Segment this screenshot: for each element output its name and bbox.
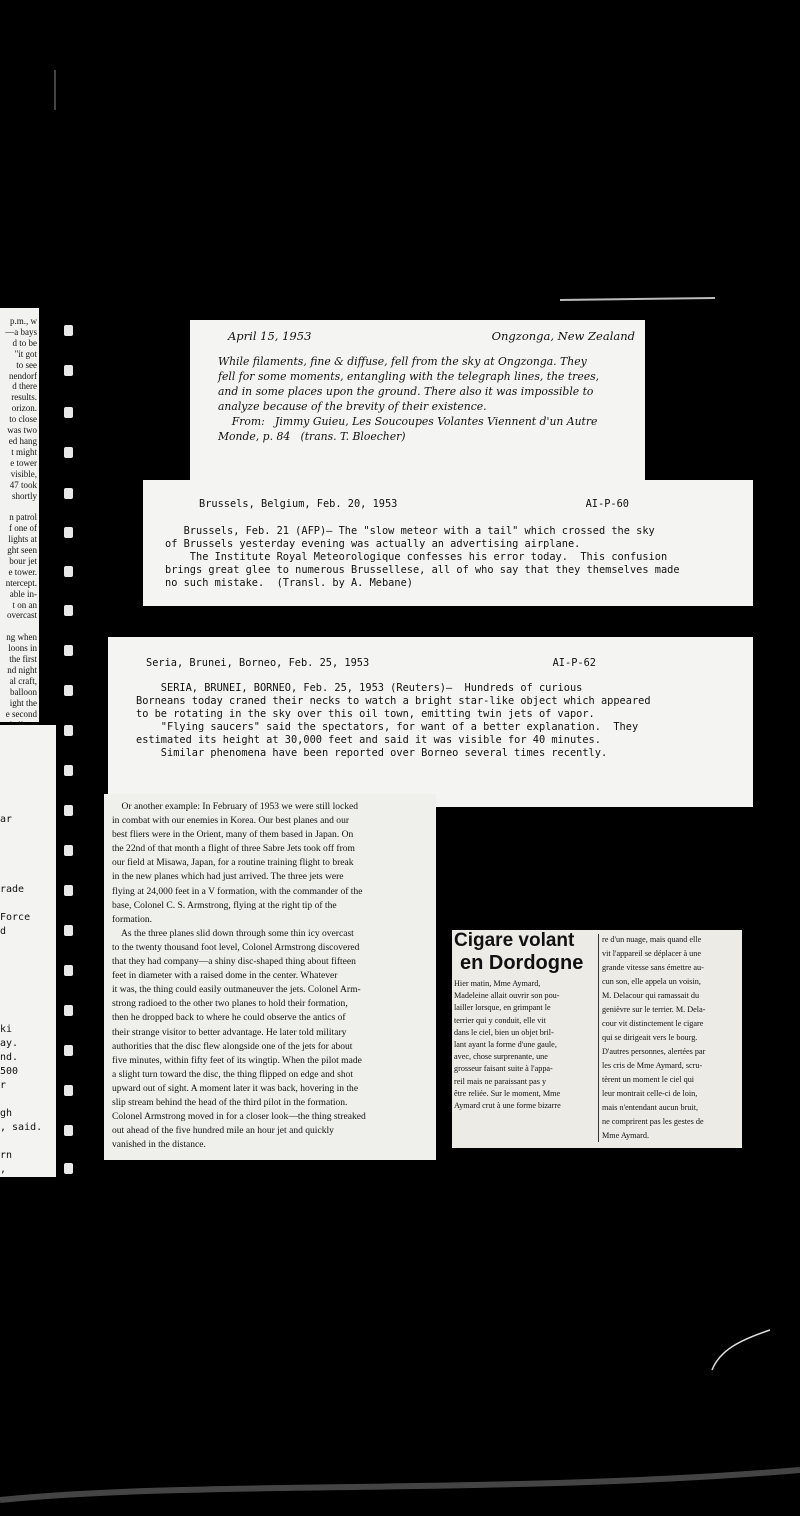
dordogne-line: Madeleine allait ouvrir son pou-: [454, 991, 560, 1001]
brussels-line: no such mistake. (Transl. by A. Mebane): [165, 577, 413, 589]
dordogne-line: Hier matin, Mme Aymard,: [454, 979, 541, 988]
dordogne-headline: [454, 930, 598, 974]
left-edge-fragment: n patrol: [9, 512, 37, 523]
korea-line: slip stream behind the head of the third pilot in the formation.: [112, 1096, 348, 1108]
seria-line: to be rotating in the sky over this oil town, emitting twin jets of vapor.: [136, 708, 595, 720]
left-edge-fragment: [0, 841, 42, 855]
left-edge-fragment: ,: [0, 1164, 7, 1175]
left-edge-fragment: [0, 501, 37, 512]
dordogne-left-column: [454, 930, 598, 1112]
korea-line: As the three planes slid down through some thin icy overcast: [112, 927, 354, 939]
note-line: and in some places upon the ground. There also it was impossible to: [218, 385, 594, 398]
dordogne-line: avec, chose surprenante, une: [454, 1052, 548, 1062]
sprocket-hole: [64, 725, 73, 736]
left-edge-fragment: [0, 939, 42, 953]
dordogne-line: tèrent un moment le ciel qui: [602, 1075, 695, 1084]
left-edge-fragment: orizon.: [11, 403, 37, 414]
left-edge-fragment: able in-: [9, 588, 37, 599]
korea-line: feet in diameter with a raised dome in the center. Whatever: [112, 970, 338, 982]
left-edge-text-upper: [0, 316, 37, 730]
brussels-line: brings great glee to numerous Brussellese, all of who say that they themselves made: [165, 564, 680, 576]
korea-line: flying at 24,000 feet in a V formation, with the commander of the: [112, 885, 363, 897]
left-edge-fragment: 500: [0, 1066, 19, 1077]
dordogne-line: les cris de Mme Aymard, scru-: [602, 1061, 703, 1070]
korea-line: Colonel Armstrong moved in for a closer look—the thing streaked: [112, 1111, 366, 1123]
left-edge-fragment: balloon: [10, 686, 37, 697]
left-edge-fragment: was two: [7, 425, 37, 436]
dordogne-line: Mme Aymard.: [602, 1131, 650, 1140]
left-edge-fragment: ki: [0, 1024, 13, 1035]
sprocket-hole: [64, 1045, 73, 1056]
dordogne-line: ne comprirent pas les gestes de: [602, 1117, 704, 1126]
note-line: From: Jimmy Guieu, Les Soucoupes Volantes Viennent d'un Autre: [218, 415, 598, 428]
sprocket-hole: [64, 365, 73, 376]
korea-line: our field at Misawa, Japan, for a routine training flight to break: [112, 857, 354, 869]
left-edge-fragment: [0, 1009, 42, 1023]
left-edge-text-lower: [0, 785, 42, 1177]
sprocket-hole: [64, 965, 73, 976]
left-edge-fragment: gh: [0, 1108, 13, 1119]
left-edge-fragment: al craft,: [9, 675, 37, 686]
dordogne-line: Aymard crut à une forme bizarre: [454, 1101, 561, 1111]
dordogne-line: cour vit distinctement le cigare: [602, 1019, 704, 1028]
note-body: [218, 354, 635, 444]
note-line: While filaments, fine & diffuse, fell from the sky at Ongzonga. They: [218, 355, 587, 368]
brussels-body: [165, 525, 739, 590]
korea-line: authorities that the disc flew alongside one of the jets for about: [112, 1040, 353, 1052]
korea-line: out ahead of the five hundred mile an hour jet and quickly: [112, 1125, 334, 1137]
seria-body: [136, 682, 739, 760]
left-edge-fragment: ar: [0, 814, 13, 825]
sprocket-hole: [64, 447, 73, 458]
left-edge-fragment: d to be: [12, 337, 37, 348]
dordogne-right-column: [602, 933, 742, 1143]
left-edge-fragment: ght seen: [7, 545, 37, 556]
left-edge-fragment: loons in: [8, 643, 37, 654]
left-edge-fragment: overcast: [7, 610, 37, 621]
korea-line: five minutes, within fifty feet of its wingtip. When the pilot made: [112, 1054, 362, 1066]
sprocket-hole: [64, 1125, 73, 1136]
left-edge-fragment: nd night: [7, 665, 37, 675]
brussels-code: AI-P-60: [585, 498, 629, 510]
left-edge-fragment: t on an: [12, 599, 37, 610]
dordogne-line: grande vitesse sans émettre au-: [602, 963, 704, 972]
dordogne-line: cun son, elle appela un voisin,: [602, 977, 701, 986]
left-edge-fragment: e tower.: [8, 566, 37, 577]
left-edge-fragment: shortly: [11, 490, 37, 501]
dordogne-line: D'autres personnes, alertées par: [602, 1047, 706, 1056]
note-date: April 15, 1953: [228, 329, 312, 343]
left-edge-fragment: [0, 1135, 42, 1149]
korea-line: a slight turn toward the disc, the thing flipped on edge and shot: [112, 1068, 354, 1080]
korea-line: to the twenty thousand foot level, Colonel Armstrong discovered: [112, 941, 360, 953]
korea-line: Or another example: In February of 1953 we were still locked: [112, 801, 359, 812]
dordogne-line: grosseur faisant suite à l'appa-: [454, 1064, 553, 1074]
sprocket-hole: [64, 685, 73, 696]
dordogne-line: M. Delacour qui ramassait du: [602, 991, 700, 1000]
left-edge-fragment: to see: [16, 359, 37, 370]
left-edge-fragment: ay.: [0, 1038, 19, 1049]
sprocket-hole: [64, 407, 73, 418]
sprocket-hole: [64, 805, 73, 816]
left-edge-fragment: [0, 855, 42, 869]
note-line: fell for some moments, entangling with the telegraph lines, the trees,: [218, 370, 600, 383]
korea-line: strong radioed to the other two planes to hold their formation,: [112, 998, 348, 1010]
left-edge-fragment: Force: [0, 912, 31, 923]
left-edge-fragment: lights at: [8, 534, 37, 545]
left-edge-fragment: 47 took: [9, 479, 37, 490]
brussels-typed-report: [143, 480, 753, 606]
left-edge-fragment: to close: [9, 414, 37, 425]
korea-line: upward out of sight. A moment later it was back, hovering in the: [112, 1082, 359, 1094]
left-edge-fragment: e tower: [10, 457, 37, 468]
left-edge-fragment: p.m., w: [10, 316, 37, 326]
left-edge-fragment: ed hang: [8, 435, 37, 446]
dordogne-line: mais n'entendant aucun bruit,: [602, 1103, 699, 1112]
dordogne-headline-line1: Cigare volant: [454, 930, 575, 951]
dordogne-line: lailler lorsque, en grimpant le: [454, 1003, 551, 1013]
left-edge-fragment: [0, 621, 37, 632]
sprocket-hole: [64, 885, 73, 896]
left-edge-fragment: rade: [0, 884, 25, 895]
left-edge-fragment: rn: [0, 1150, 13, 1161]
dordogne-line: re d'un nuage, mais quand elle: [602, 935, 702, 944]
left-edge-fragment: ntercept.: [5, 577, 37, 588]
korea-line: their strange visitor to better advantage. He later told military: [112, 1026, 347, 1038]
left-edge-fragment: results.: [11, 392, 37, 403]
seria-header: [146, 657, 596, 670]
korea-line: then he dropped back to where he could observe the antics of: [112, 1012, 346, 1024]
left-edge-page-upper: [0, 308, 39, 722]
sprocket-hole: [64, 1163, 73, 1174]
left-edge-fragment: [0, 897, 42, 911]
korea-line: formation.: [112, 913, 153, 925]
handwritten-note-card: [190, 320, 645, 480]
seria-dateline: Seria, Brunei, Borneo, Feb. 25, 1953: [146, 657, 370, 669]
seria-line: Borneans today craned their necks to watch a bright star-like object which appeared: [136, 695, 651, 707]
brussels-line: of Brussels yesterday evening was actually an advertising airplane.: [165, 538, 581, 550]
left-edge-fragment: nendorf: [9, 370, 37, 381]
dordogne-line: être reliée. Sur le moment, Mme: [454, 1088, 561, 1098]
sprocket-hole: [64, 1085, 73, 1096]
seria-line: estimated its height at 30,000 feet and said it was visible for 40 minutes.: [136, 734, 601, 746]
brussels-line: Brussels, Feb. 21 (AFP)— The "slow meteor with a tail" which crossed the sky: [165, 525, 655, 537]
left-edge-fragment: bour jet: [9, 555, 37, 566]
left-edge-fragment: [0, 995, 42, 1009]
dordogne-newspaper-clip: [452, 930, 742, 1148]
sprocket-hole: [64, 765, 73, 776]
seria-typed-report: [108, 637, 753, 807]
dordogne-line: dans le ciel, bien un objet bril-: [454, 1027, 554, 1037]
left-edge-page-lower: [0, 725, 56, 1177]
left-edge-fragment: [0, 785, 42, 799]
left-edge-fragment: visible,: [10, 468, 37, 479]
left-edge-fragment: [0, 1093, 42, 1107]
left-edge-fragment: d: [0, 926, 7, 937]
dordogne-line: leur montrait celle-ci de loin,: [602, 1089, 698, 1098]
left-edge-fragment: [0, 981, 42, 995]
seria-line: SERIA, BRUNEI, BORNEO, Feb. 25, 1953 (Reuters)— Hundreds of curious: [136, 682, 583, 694]
dordogne-column-rule: [598, 934, 599, 1142]
brussels-line: The Institute Royal Meteorologique confesses his error today. This confusion: [165, 551, 668, 563]
sprocket-hole: [64, 925, 73, 936]
korea-line: in the new planes which had just arrived. The three jets were: [112, 871, 344, 883]
korea-line: the 22nd of that month a flight of three Sabre Jets took off from: [112, 843, 355, 855]
sprocket-hole: [64, 1005, 73, 1016]
sprocket-hole: [64, 527, 73, 538]
left-edge-fragment: [0, 827, 42, 841]
seria-line: Similar phenomena have been reported over Borneo several times recently.: [136, 747, 608, 759]
note-header: [228, 328, 635, 344]
sprocket-hole: [64, 566, 73, 577]
dordogne-headline-line2: en Dordogne: [460, 952, 584, 974]
left-edge-fragment: —a bays: [5, 326, 37, 337]
korea-line: it was, the thing could easily outmaneuver the jets. Colonel Arm-: [112, 984, 361, 996]
seria-code: AI-P-62: [552, 657, 596, 669]
dordogne-line: lant ayant la forme d'une gaule,: [454, 1040, 557, 1050]
left-edge-fragment: ng when: [6, 632, 37, 643]
dordogne-line: terrier qui y conduit, elle vit: [454, 1015, 546, 1025]
sprocket-hole: [64, 605, 73, 616]
left-edge-fragment: , said.: [0, 1122, 43, 1133]
sprocket-hole: [64, 325, 73, 336]
left-edge-fragment: [0, 953, 42, 967]
korea-body: [112, 800, 430, 1152]
korea-line: best fliers were in the Orient, many of them based in Japan. On: [112, 829, 354, 841]
left-edge-fragment: the first: [9, 654, 37, 665]
left-edge-fragment: e second: [5, 708, 37, 719]
left-edge-fragment: nd.: [0, 1052, 19, 1063]
brussels-dateline: Brussels, Belgium, Feb. 20, 1953: [199, 498, 398, 510]
dordogne-line: genièvre sur le terrier. M. Dela-: [602, 1005, 706, 1014]
sprocket-hole: [64, 845, 73, 856]
left-edge-fragment: [0, 869, 42, 883]
seria-line: "Flying saucers" said the spectators, for want of a better explanation. They: [136, 721, 639, 733]
left-edge-fragment: ight the: [9, 697, 37, 708]
dordogne-line: reil mais ne paraissant pas y: [454, 1076, 547, 1086]
korea-line: vanished in the distance.: [112, 1139, 206, 1151]
dordogne-line: vit l'appareil se déplacer à une: [602, 949, 701, 958]
sprocket-hole: [64, 645, 73, 656]
left-edge-fragment: t might: [11, 446, 37, 457]
left-edge-fragment: "it got: [14, 348, 37, 359]
left-edge-fragment: d there: [12, 381, 37, 392]
left-edge-fragment: r: [0, 1080, 7, 1091]
left-edge-fragment: f one of: [9, 523, 37, 534]
left-edge-fragment: [0, 967, 42, 981]
left-edge-fragment: [0, 799, 42, 813]
korea-line: in combat with our enemies in Korea. Our best planes and our: [112, 815, 350, 827]
korea-line: that they had company—a shiny disc-shaped thing about fifteen: [112, 956, 356, 968]
korea-line: base, Colonel C. S. Armstrong, flying at the right tip of the: [112, 899, 337, 911]
korea-book-excerpt: [104, 794, 436, 1160]
note-place: Ongzonga, New Zealand: [491, 329, 635, 343]
dordogne-line: qui se dirigeait vers le bourg.: [602, 1033, 698, 1042]
note-line: Monde, p. 84 (trans. T. Bloecher): [218, 430, 406, 443]
note-line: analyze because of the brevity of their existence.: [218, 400, 487, 413]
brussels-header: [199, 498, 629, 511]
dordogne-left-body: [454, 978, 598, 1112]
sprocket-hole: [64, 488, 73, 499]
